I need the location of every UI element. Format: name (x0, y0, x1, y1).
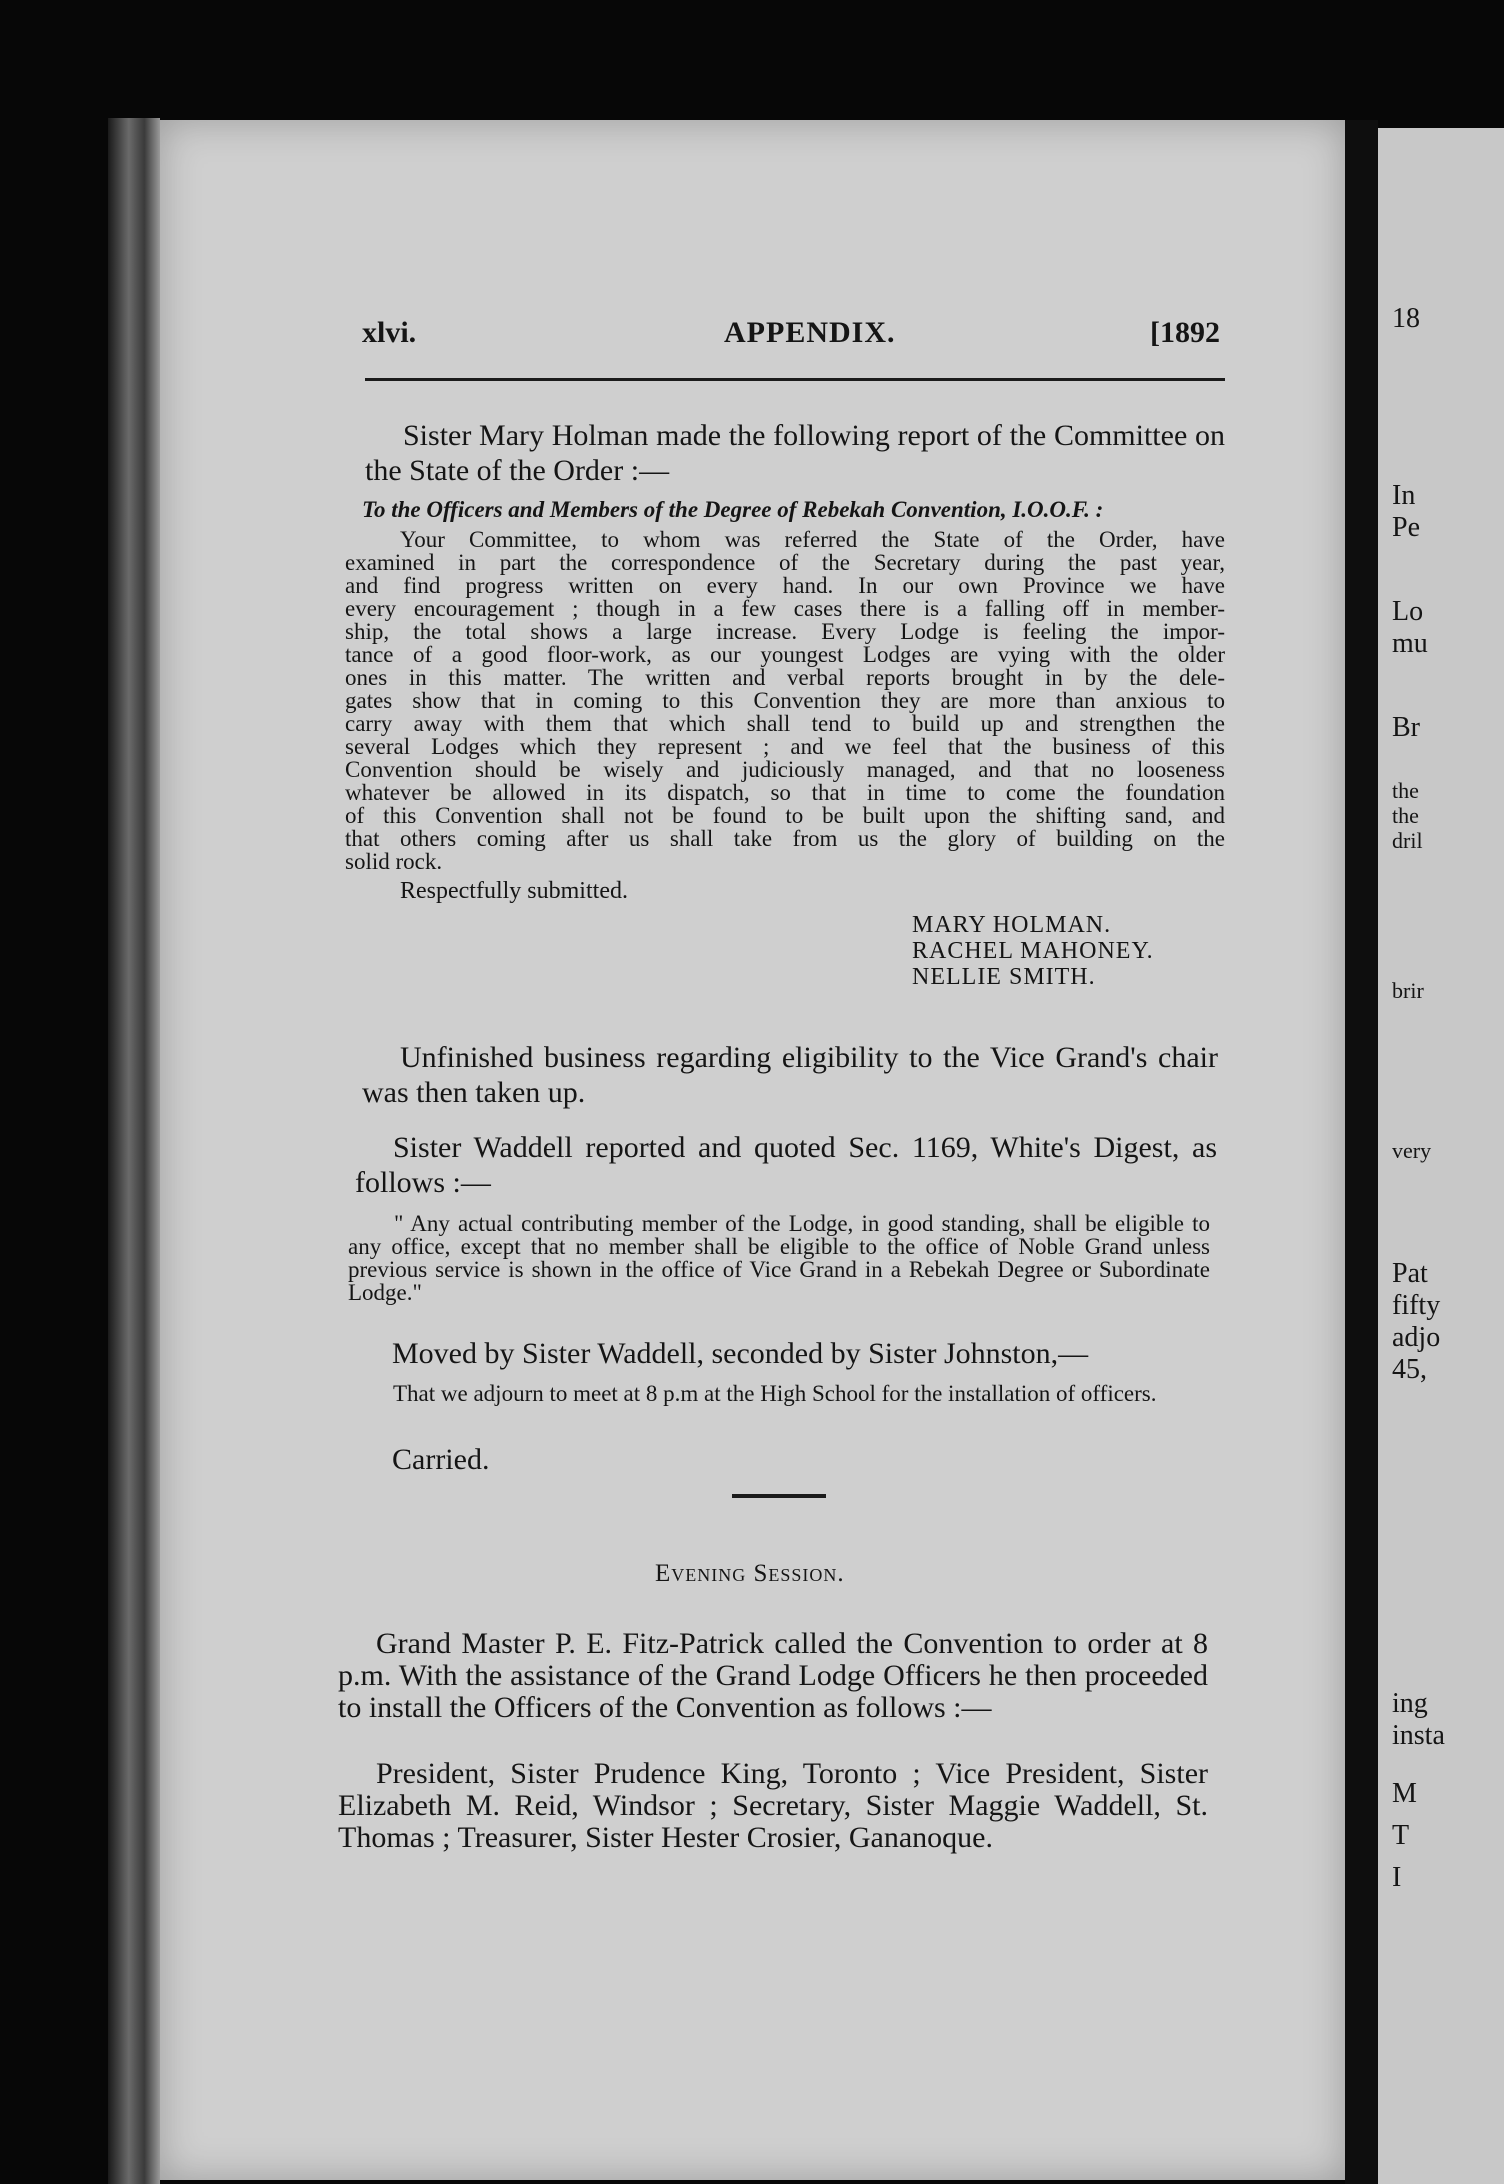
facing-page-text: I (1392, 1862, 1402, 1893)
report-line: solid rock. (345, 849, 443, 874)
signatory: MARY HOLMAN. (912, 912, 1112, 938)
facing-page-text: insta (1392, 1720, 1445, 1751)
facing-page-text: M (1392, 1778, 1417, 1809)
report-line: examined in part the correspondence of the Secretary during the past year, (345, 550, 1225, 575)
waddell-report: Sister Waddell reported and quoted Sec. 1169, White's Digest, as follows :— (355, 1131, 1217, 1199)
motion-text: That we adjourn to meet at 8 p.m at the High School for the installation of officers. (393, 1381, 1157, 1406)
carried: Carried. (392, 1443, 490, 1476)
report-line: ones in this matter. The written and verbal reports brought in by the dele- (345, 665, 1225, 690)
report-intro: Sister Mary Holman made the following report of the Committee on the State of the Order :— (365, 419, 1225, 487)
facing-page-text: Br (1392, 712, 1420, 743)
evening-session-heading: Evening Session. (655, 1560, 845, 1587)
book-spine-edge (108, 118, 160, 2184)
facing-page-text: very (1392, 1138, 1432, 1163)
report-body (345, 528, 1225, 873)
facing-page-text: Pat (1392, 1258, 1428, 1289)
facing-page-fragment (1378, 128, 1504, 2184)
facing-page-text: ing (1392, 1688, 1428, 1719)
closing: Respectfully submitted. (400, 878, 628, 904)
officers-paragraph: President, Sister Prudence King, Toronto ; Vice President, Sister Elizabeth M. Reid, Windsor ; Secretary, Sister Maggie Waddell, St. Thomas ; Treasurer, Sister Hester Crosier, Gananoque. (338, 1757, 1208, 1854)
facing-page-text: mu (1392, 628, 1428, 659)
digest-quote: " Any actual contributing member of the Lodge, in good standing, shall be eligible to any office, except that no member shall be eligible to the office of Noble Grand unless previous service is shown in the office of Vice Grand in a Rebekah Degree or Subordinate Lodge." (348, 1211, 1210, 1305)
facing-page-text: brir (1392, 978, 1424, 1003)
header-rule (365, 378, 1225, 381)
facing-page-text: T (1392, 1820, 1410, 1851)
facing-page-text: the (1392, 778, 1419, 803)
facing-page-text: Lo (1392, 596, 1424, 627)
report-line: every encouragement ; though in a few cases there is a falling off in member- (345, 596, 1225, 621)
report-line: tance of a good floor-work, as our youngest Lodges are vying with the older (345, 642, 1225, 667)
report-line: Your Committee, to whom was referred the State of the Order, have (400, 527, 1225, 552)
report-line: ship, the total shows a large increase. Every Lodge is feeling the impor- (345, 619, 1225, 644)
report-line: that others coming after us shall take from us the glory of building on the (345, 826, 1225, 851)
facing-page-text: adjo (1392, 1322, 1441, 1353)
report-line: several Lodges which they represent ; and we feel that the business of this (345, 734, 1225, 759)
facing-page-text: the (1392, 803, 1419, 828)
running-year: [1892 (1150, 316, 1220, 349)
facing-page-text: 18 (1392, 303, 1420, 334)
signatory: NELLIE SMITH. (912, 964, 1096, 990)
report-line: gates show that in coming to this Convention they are more than anxious to (345, 688, 1225, 713)
unfinished-business: Unfinished business regarding eligibility to the Vice Grand's chair was then taken up. (362, 1041, 1218, 1109)
report-line: carry away with them that which shall tend to build up and strengthen the (345, 711, 1225, 736)
facing-page-text: 45, (1392, 1354, 1427, 1385)
facing-page-text: dril (1392, 828, 1423, 853)
report-line: and find progress written on every hand. In our own Province we have (345, 573, 1225, 598)
salutation: To the Officers and Members of the Degree of Rebekah Convention, I.O.O.F. : (362, 497, 1104, 522)
page-number: xlvi. (362, 316, 417, 349)
facing-page-text: fifty (1392, 1290, 1441, 1321)
signatory: RACHEL MAHONEY. (912, 938, 1154, 964)
section-rule (732, 1494, 826, 1498)
facing-page-text: In (1392, 480, 1416, 511)
evening-paragraph: Grand Master P. E. Fitz-Patrick called the Convention to order at 8 p.m. With the assistance of the Grand Lodge Officers he then proceeded to install the Officers of the Convention as follows :— (338, 1627, 1208, 1724)
running-title: APPENDIX. (724, 316, 896, 349)
page-gutter (1345, 120, 1378, 2184)
report-line: Convention should be wisely and judiciously managed, and that no looseness (345, 757, 1225, 782)
motion: Moved by Sister Waddell, seconded by Sister Johnston,— (392, 1337, 1089, 1370)
facing-page-text: Pe (1392, 512, 1420, 543)
report-line: of this Convention shall not be found to be built upon the shifting sand, and (345, 803, 1225, 828)
report-line: whatever be allowed in its dispatch, so that in time to come the foundation (345, 780, 1225, 805)
